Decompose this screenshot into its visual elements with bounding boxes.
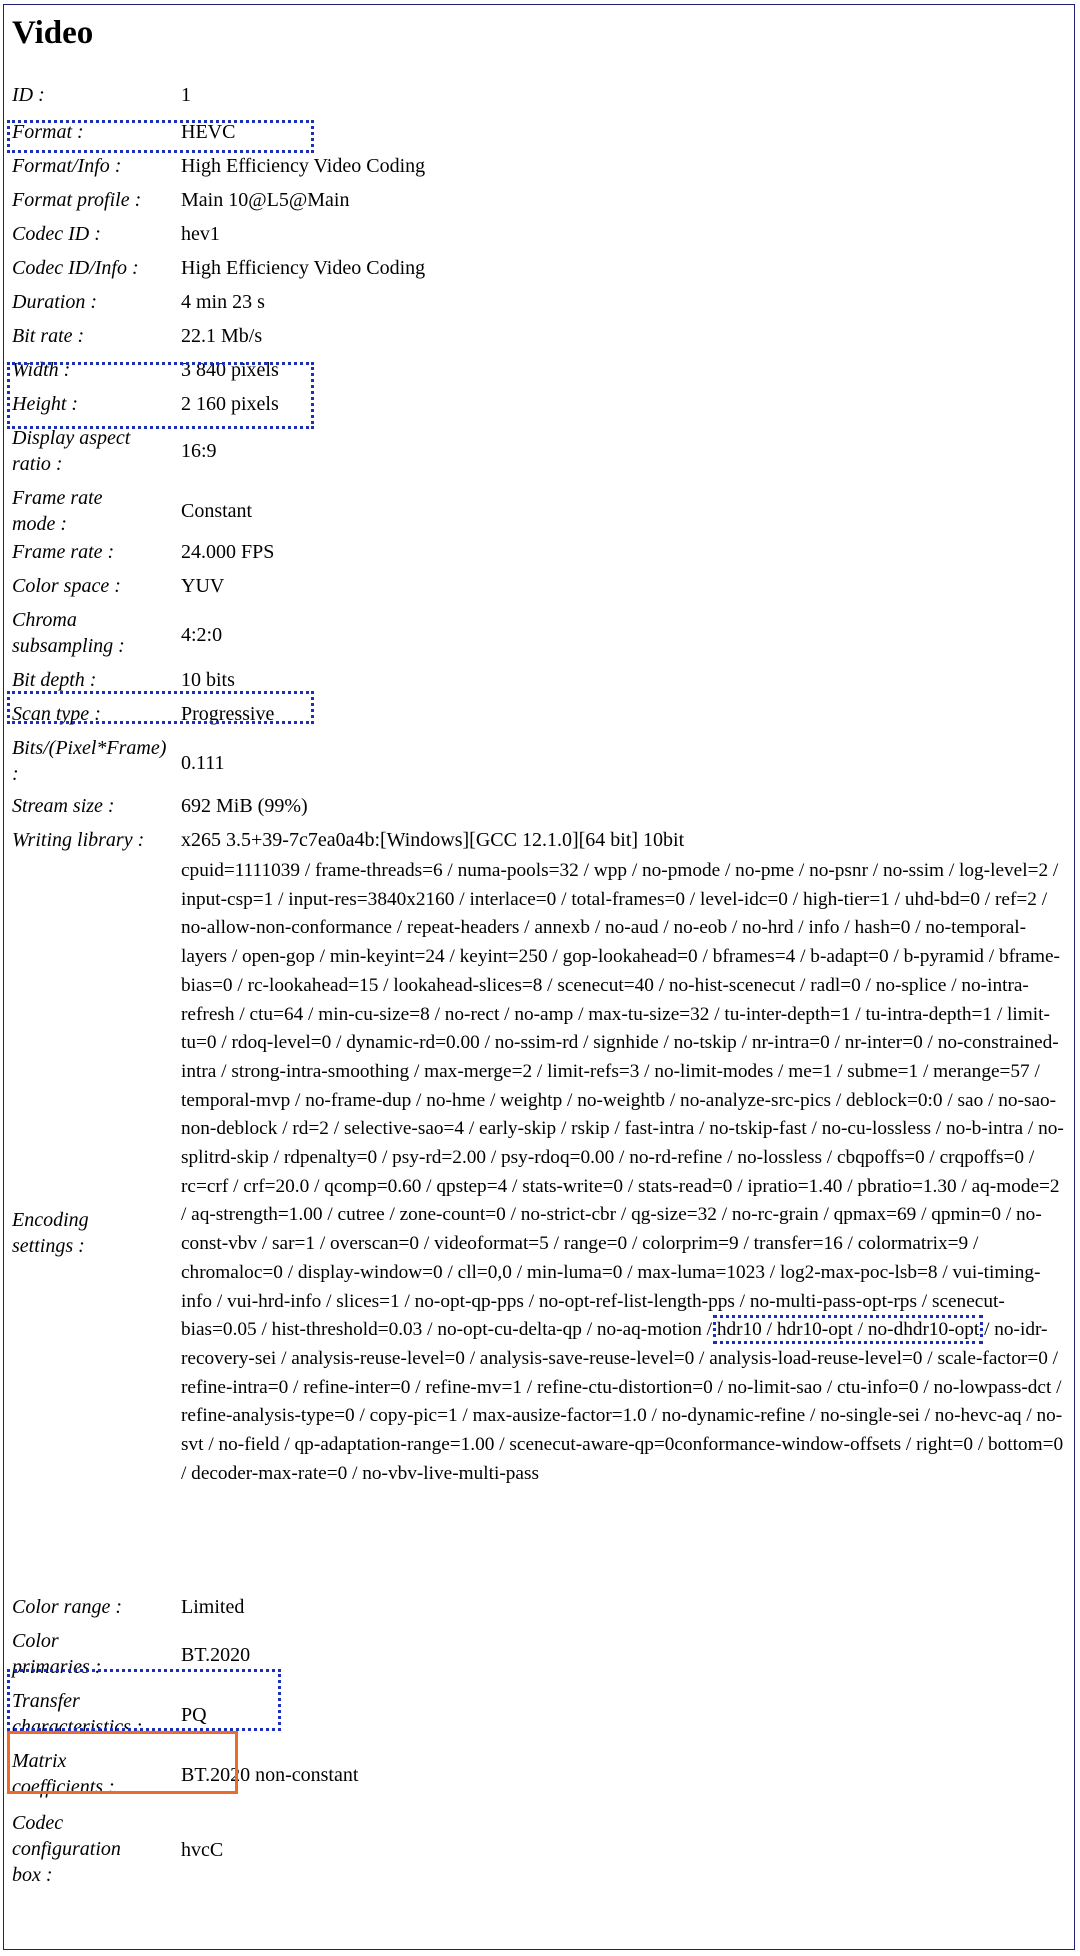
label-frame-rate: Frame rate : — [12, 541, 115, 563]
row-color-range — [4, 1594, 1076, 1628]
value-width: 3 840 pixels — [181, 359, 279, 381]
value-color-range: Limited — [181, 1596, 245, 1618]
label-transfer-characteristics: Transfer characteristics : — [12, 1690, 143, 1738]
label-display-aspect-ratio: Display aspect ratio : — [12, 427, 131, 475]
row-format-profile — [4, 187, 1076, 221]
row-format — [4, 119, 1076, 153]
value-codec-configuration-box: hvcC — [181, 1839, 224, 1861]
label-stream-size: Stream size : — [12, 795, 115, 817]
value-bit-rate: 22.1 Mb/s — [181, 325, 263, 347]
label-format: Format : — [12, 121, 84, 143]
value-bits-pixel-frame: 0.111 — [181, 752, 225, 774]
value-transfer-characteristics: PQ — [181, 1704, 207, 1726]
label-writing-library: Writing library : — [12, 829, 145, 851]
value-bit-depth: 10 bits — [181, 669, 235, 691]
label-bit-depth: Bit depth : — [12, 669, 97, 691]
mediainfo-report — [3, 4, 1075, 1950]
value-frame-rate-mode: Constant — [181, 500, 253, 522]
row-color-primaries — [4, 1628, 1076, 1688]
row-stream-size — [4, 793, 1076, 827]
row-scan-type — [4, 701, 1076, 735]
row-display-aspect-ratio — [4, 425, 1076, 485]
row-format-info — [4, 153, 1076, 187]
label-id: ID : — [12, 84, 45, 106]
row-width — [4, 357, 1076, 391]
row-id — [4, 85, 1076, 119]
label-color-range: Color range : — [12, 1596, 122, 1618]
label-bits-pixel-frame: Bits/(Pixel*Frame) : — [12, 737, 167, 785]
encoding-settings-hdr10-highlight: hdr10 / hdr10-opt / no-dhdr10-opt — [716, 1319, 980, 1341]
value-duration: 4 min 23 s — [181, 291, 265, 313]
label-matrix-coefficients: Matrix coefficients : — [12, 1750, 115, 1798]
row-transfer-characteristics — [4, 1688, 1076, 1748]
value-format-info: High Efficiency Video Coding — [181, 155, 426, 177]
label-encoding-settings: Encoding settings : — [12, 1209, 89, 1257]
value-scan-type: Progressive — [181, 703, 275, 725]
label-bit-rate: Bit rate : — [12, 325, 85, 347]
row-bits-pixel-frame — [4, 735, 1076, 793]
value-format-profile: Main 10@L5@Main — [181, 189, 350, 211]
row-codec-id-info — [4, 255, 1076, 289]
label-height: Height : — [12, 393, 79, 415]
value-color-primaries: BT.2020 — [181, 1644, 251, 1666]
value-color-space: YUV — [181, 575, 225, 597]
encoding-settings-text-before: cpuid=1111039 / frame-threads=6 / numa-pools=32 / wpp / no-pmode / no-pme / no-psnr / no-ssim / log-level=2 / input-csp=1 / input-res=3840x2160 / interlace=0 / total-frames=0 / level-idc=0 / high-tier=1 / uhd-bd=0 / ref=2 / no-allow-non-conformance / repeat-headers / annexb / no-aud / no-eob / no-hrd / info / hash=0 / no-temporal-layers / open-gop / min-keyint=24 / keyint=250 / gop-lookahead=0 / bframes=4 / b-adapt=0 / b-pyramid / bframe-bias=0 / rc-lookahead=15 / lookahead-slices=8 / scenecut=40 / no-hist-scenecut / radl=0 / no-splice / no-intra-refresh / ctu=64 / min-cu-size=8 / no-rect / no-amp / max-tu-size=32 / tu-inter-depth=1 / tu-intra-depth=1 / limit-tu=0 / rdoq-level=0 / dynamic-rd=0.00 / no-ssim-rd / signhide / no-tskip / nr-intra=0 / nr-inter=0 / no-constrained-intra / strong-intra-smoothing / max-merge=2 / limit-refs=3 / no-limit-modes / me=1 / subme=1 / merange=57 / temporal-mvp / no-frame-dup / no-hme / weightp / no-weightb / no-analyze-src-pics / deblock=0:0 / sao / no-sao-non-deblock / rd=2 / selective-sao=4 / early-skip / rskip / fast-intra / no-tskip-fast / no-cu-lossless / no-b-intra / no-splitrd-skip / rdpenalty=0 / psy-rd=2.00 / psy-rdoq=0.00 / no-rd-refine / no-lossless / cbqpoffs=0 / crqpoffs=0 / rc=crf / crf=20.0 / qcomp=0.60 / qpstep=4 / stats-write=0 / stats-read=0 / ipratio=1.40 / pbratio=1.30 / aq-mode=2 / aq-strength=1.00 / cutree / zone-count=0 / no-strict-cbr / qg-size=32 / no-rc-grain / qpmax=69 / qpmin=0 / no-const-vbv / sar=1 / overscan=0 / videoformat=5 / range=0 / colorprim=9 / transfer=16 / colormatrix=9 / chromaloc=0 / display-window=0 / cll=0,0 / min-luma=0 / max-luma=1023 / log2-max-poc-lsb=8 / vui-timing-info / vui-hrd-info / slices=1 / no-opt-qp-pps / no-opt-ref-list-length-pps / no-multi-pass-opt-rps / scenecut-bias=0.05 / hist-threshold=0.03 / no-opt-cu-delta-qp / no-aq-motion / — [181, 860, 1064, 1341]
label-color-space: Color space : — [12, 575, 121, 597]
label-chroma-subsampling: Chroma subsampling : — [12, 609, 125, 657]
label-format-info: Format/Info : — [12, 155, 122, 177]
value-id: 1 — [181, 84, 191, 106]
value-matrix-coefficients: BT.2020 non-constant — [181, 1764, 359, 1786]
value-chroma-subsampling: 4:2:0 — [181, 624, 223, 646]
value-format: HEVC — [181, 121, 236, 143]
section-title: Video — [12, 15, 94, 51]
row-codec-id — [4, 221, 1076, 255]
value-writing-library: x265 3.5+39-7c7ea0a4b:[Windows][GCC 12.1.0][64 bit] 10bit — [181, 829, 685, 851]
value-stream-size: 692 MiB (99%) — [181, 795, 308, 817]
label-codec-configuration-box: Codec configuration box : — [12, 1812, 121, 1886]
value-height: 2 160 pixels — [181, 393, 279, 415]
row-bit-depth — [4, 667, 1076, 701]
row-bit-rate — [4, 323, 1076, 357]
row-color-space — [4, 573, 1076, 607]
label-frame-rate-mode: Frame rate mode : — [12, 487, 103, 535]
value-encoding-settings — [181, 857, 1069, 1488]
label-duration: Duration : — [12, 291, 97, 313]
row-duration — [4, 289, 1076, 323]
label-codec-id: Codec ID : — [12, 223, 101, 245]
encoding-settings-text-after: / no-idr-recovery-sei / analysis-reuse-level=0 / analysis-save-reuse-level=0 / analysis-load-reuse-level=0 / scale-factor=0 / refine-intra=0 / refine-inter=0 / refine-mv=1 / refine-ctu-distortion=0 / no-limit-sao / ctu-info=0 / no-lowpass-dct / refine-analysis-type=0 / copy-pic=1 / max-ausize-factor=1.0 / no-dynamic-refine / no-single-sei / no-hevc-aq / no-svt / no-field / qp-adaptation-range=1.00 / scenecut-aware-qp=0conformance-window-offsets / right=0 / bottom=0 / decoder-max-rate=0 / no-vbv-live-multi-pass — [181, 1319, 1064, 1484]
row-frame-rate — [4, 539, 1076, 573]
label-color-primaries: Color primaries : — [12, 1630, 102, 1678]
property-table — [4, 85, 1076, 1896]
value-display-aspect-ratio: 16:9 — [181, 440, 217, 462]
label-codec-id-info: Codec ID/Info : — [12, 257, 139, 279]
row-height — [4, 391, 1076, 425]
row-writing-library — [4, 827, 1076, 857]
row-chroma-subsampling — [4, 607, 1076, 667]
value-codec-id-info: High Efficiency Video Coding — [181, 257, 426, 279]
label-format-profile: Format profile : — [12, 189, 142, 211]
value-codec-id: hev1 — [181, 223, 220, 245]
row-encoding-settings — [4, 857, 1076, 1594]
row-frame-rate-mode — [4, 485, 1076, 539]
row-matrix-coefficients — [4, 1748, 1076, 1810]
label-width: Width : — [12, 359, 71, 381]
value-frame-rate: 24.000 FPS — [181, 541, 275, 563]
label-scan-type: Scan type : — [12, 703, 101, 725]
row-codec-configuration-box — [4, 1810, 1076, 1896]
